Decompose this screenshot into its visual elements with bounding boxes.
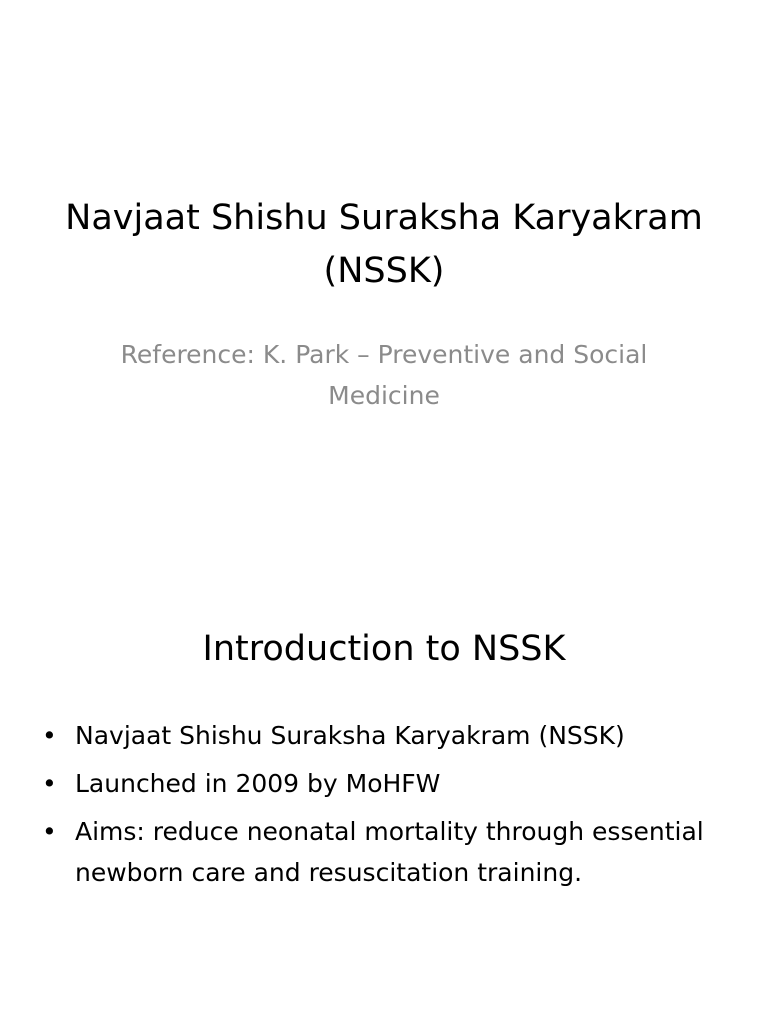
bullet-text: Launched in 2009 by MoHFW xyxy=(75,769,441,798)
bullet-text: Aims: reduce neonatal mortality through essential newborn care and resuscitation training. xyxy=(75,817,704,887)
bullet-item xyxy=(40,715,728,756)
bullet-list xyxy=(40,715,728,900)
content-slide-title: Introduction to NSSK xyxy=(202,629,566,669)
bullet-marker: • xyxy=(42,769,57,798)
bullet-item xyxy=(40,763,728,804)
bullet-item xyxy=(40,811,728,893)
title-slide-subtitle: Reference: K. Park – Preventive and Social Medicine xyxy=(120,340,648,410)
content-slide xyxy=(0,512,768,1024)
bullet-text: Navjaat Shishu Suraksha Karyakram (NSSK) xyxy=(75,721,625,750)
bullet-marker: • xyxy=(42,721,57,750)
title-slide-title: Navjaat Shishu Suraksha Karyakram (NSSK) xyxy=(65,198,703,291)
bullet-marker: • xyxy=(42,817,57,846)
